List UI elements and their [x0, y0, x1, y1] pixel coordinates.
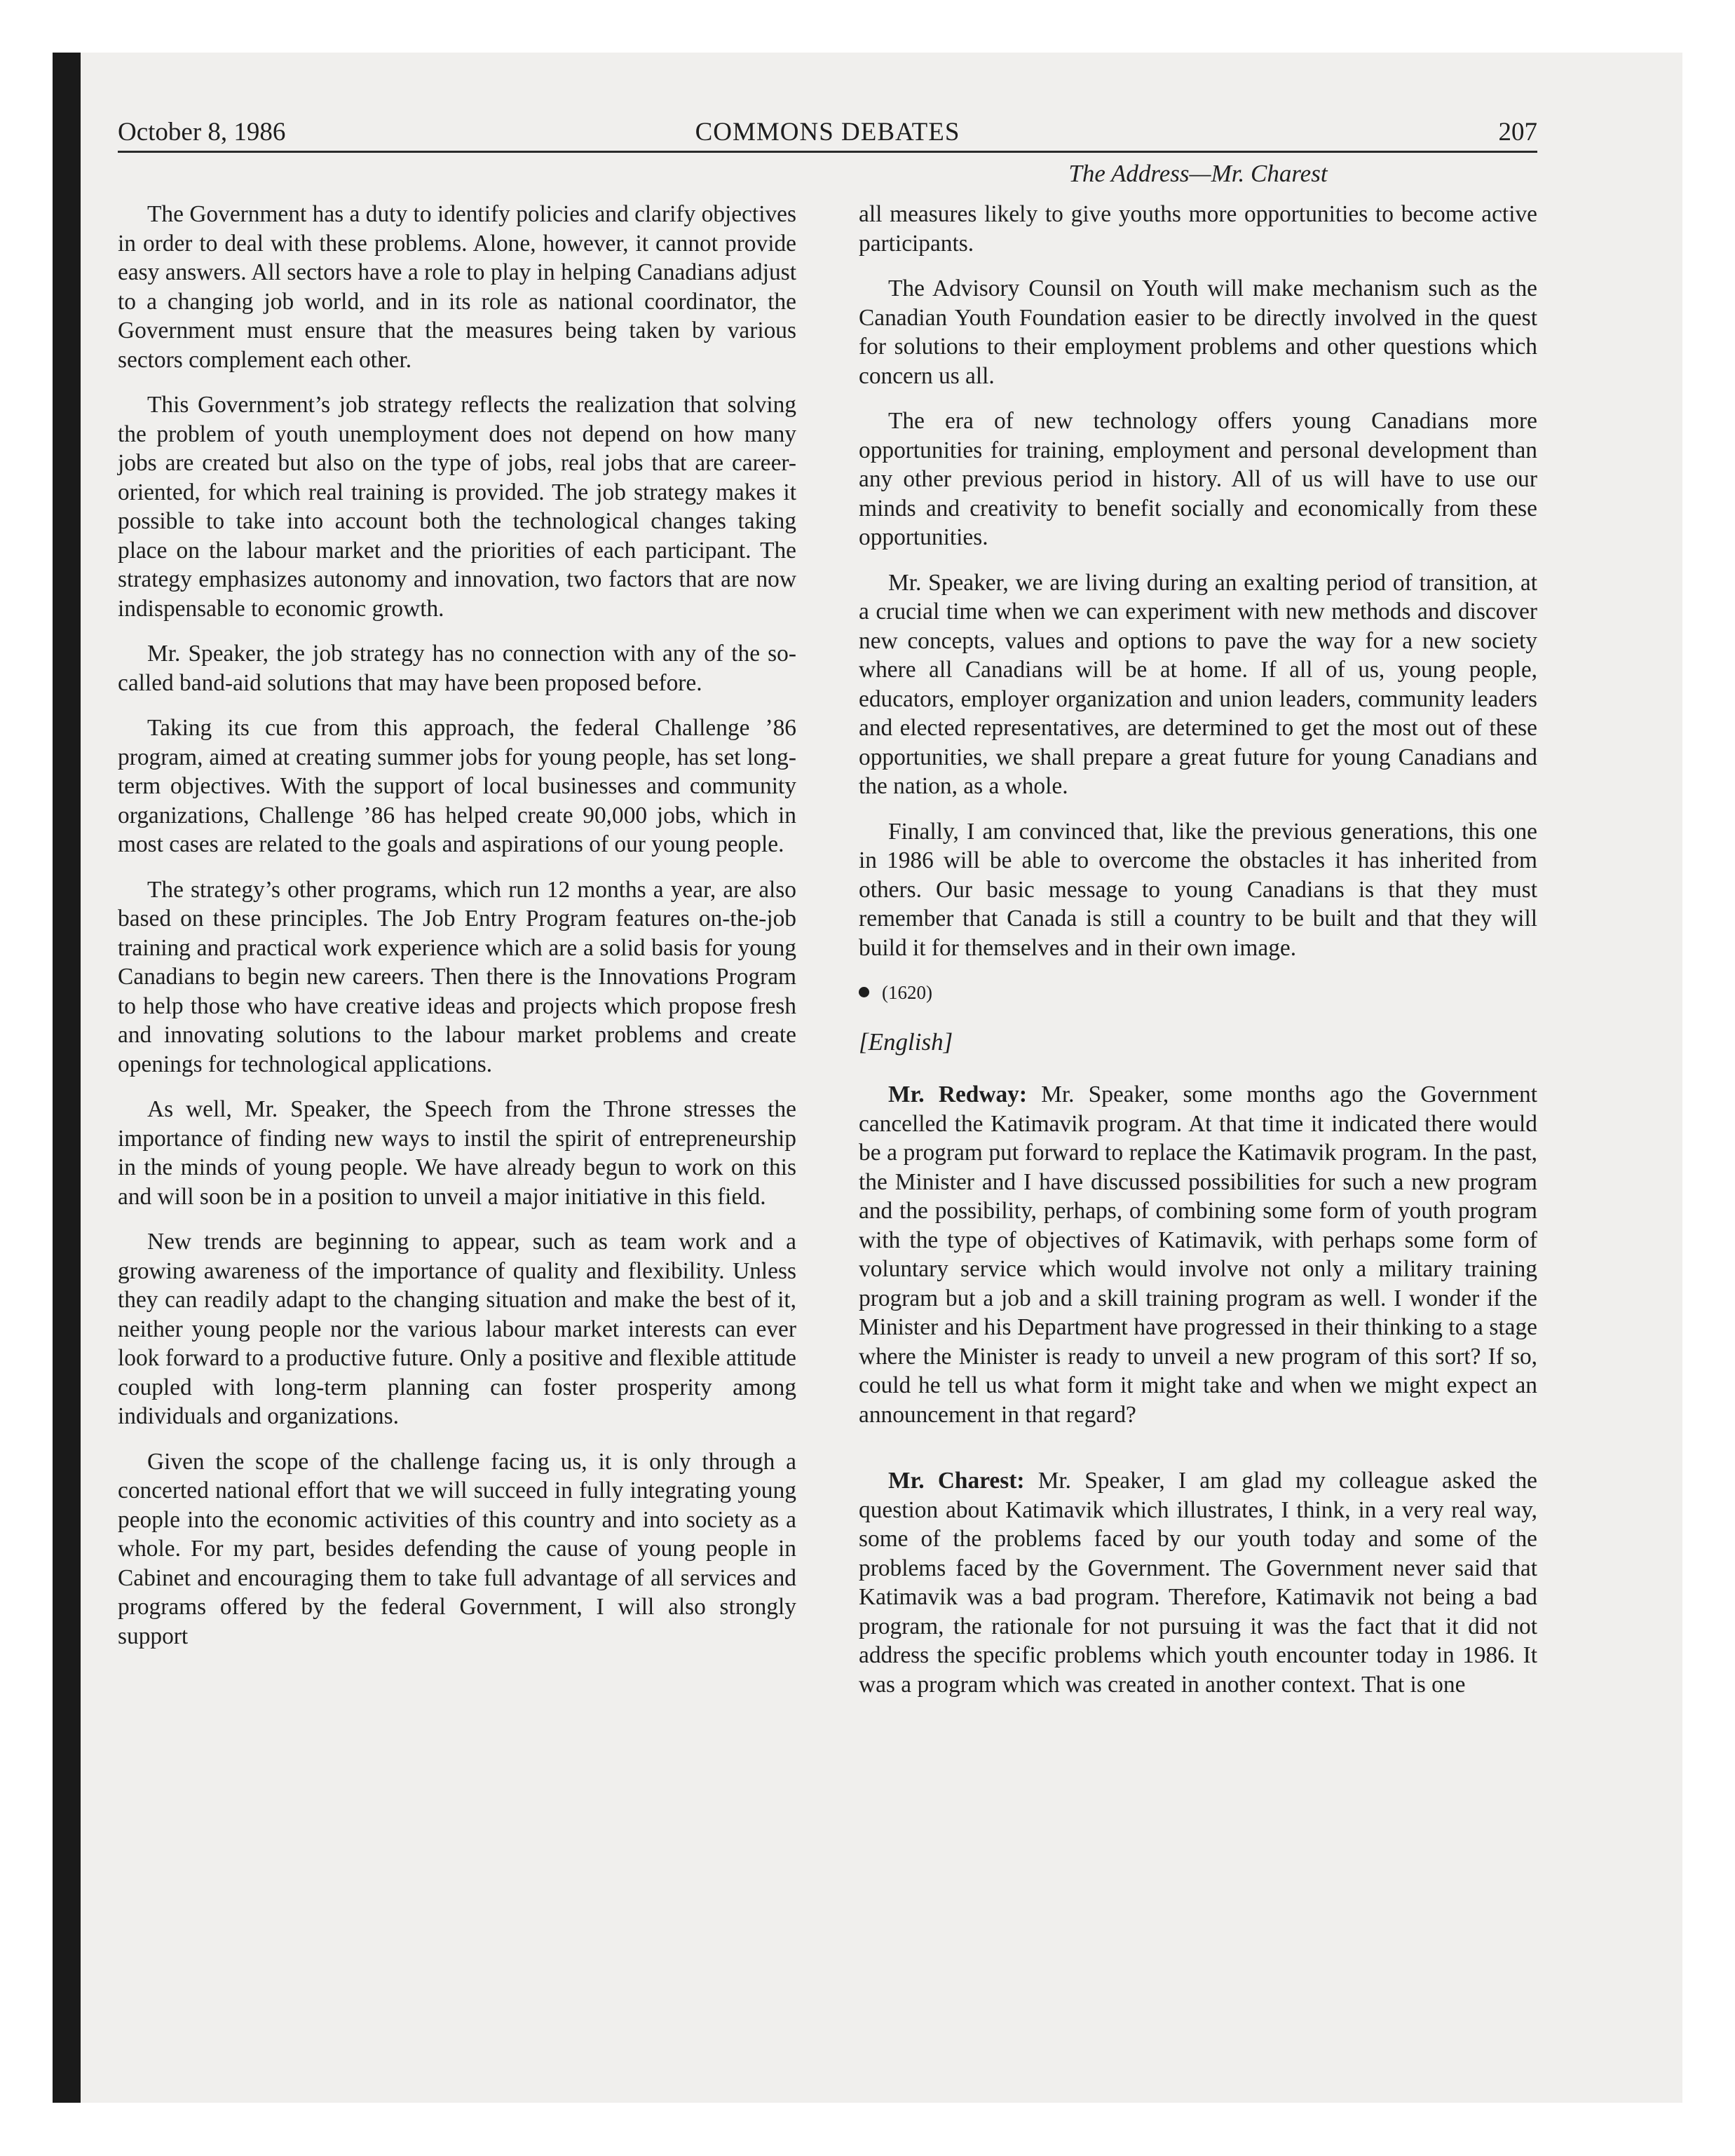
- paragraph: The Government has a duty to identify policies and clarify objectives in order to deal with these problems. Alone, however, it cannot provide easy answers. All sectors have a role to play in helping Canadians adjust to a changing job world, and in its role as national coordinator, the Government must ensure that the measures being taken by various sectors complement each other.: [118, 201, 796, 373]
- paragraph: The Advisory Counsil on Youth will make mechanism such as the Canadian Youth Foundation easier to be directly involved in the quest for solutions to their employment problems and other questions which concern us all.: [859, 275, 1537, 389]
- paragraph: Taking its cue from this approach, the federal Challenge ’86 program, aimed at creating summer jobs for young people, has set long-term objectives. With the support of local businesses and community organizations, Challenge ’86 has helped create 90,000 jobs, which in most cases are related to the goals and aspirations of our young people.: [118, 715, 796, 857]
- paragraph: New trends are beginning to appear, such as team work and a growing awareness of the importance of quality and flexibility. Unless they can readily adapt to the changing situation and make the best of it, neither young people nor the various labour market interests can ever look forward to a productive future. Only a positive and flexible attitude coupled with long-term planning can foster prosperity among individuals and organizations.: [118, 1229, 796, 1429]
- running-head: The Address—Mr. Charest: [1068, 160, 1328, 187]
- time-marker-text: (1620): [882, 982, 932, 1003]
- paragraph: Mr. Speaker, we are living during an exalting period of transition, at a crucial time when we can experiment with new methods and discover new concepts, values and options to pave the way for a new society where all Canadians will be at home. If all of us, young people, educators, employer organization and union leaders, community leaders and elected representatives, are determined to get the most out of these opportunities, we shall prepare a great future for young Canadians and the nation, as a whole.: [859, 569, 1537, 799]
- paragraph: all measures likely to give youths more opportunities to become active participants.: [859, 201, 1537, 257]
- speech-text: Mr. Speaker, some months ago the Government cancelled the Katimavik program. At that time it indicated there would be a program put forward to replace the Katimavik program. In the past, the Minister and I have discussed possibilities for such a new program and the possibility, perhaps, of combining some form of youth program with the type of objectives of Katimavik, with perhaps some form of voluntary service which would involve not only a military training program but a job and a skill training program as well. I wonder if the Minister and his Department have progressed in their thinking to a stage where the Minister is ready to unveil a new program of this sort? If so, could he tell us what form it might take and when we might expect an announcement in that regard?: [859, 1082, 1537, 1428]
- page-header: [118, 111, 1537, 151]
- paragraph: Given the scope of the challenge facing us, it is only through a concerted national effort that we will succeed in fully integrating young people into the economic activities of this country and into society as a whole. For my part, besides defending the cause of young people in Cabinet and encouraging them to take full advantage of all services and programs offered by the federal Government, I will also strongly support: [118, 1448, 796, 1649]
- paragraph: The era of new technology offers young Canadians more opportunities for training, employment and personal development than any other previous period in history. All of us will have to use our minds and creativity to benefit socially and economically from these opportunities.: [859, 408, 1537, 550]
- paragraph: As well, Mr. Speaker, the Speech from the Throne stresses the importance of finding new ways to instil the spirit of entrepreneurship in the minds of young people. We have already begun to work on this and will soon be in a position to unveil a major initiative in this field.: [118, 1096, 796, 1210]
- speech-charest: [859, 1466, 1537, 1699]
- speaker-name: Mr. Redway:: [888, 1082, 1027, 1107]
- header-page-number: 207: [1498, 118, 1537, 146]
- language-note: [English]: [859, 1028, 953, 1056]
- paragraph: Mr. Speaker, the job strategy has no connection with any of the so-called band-aid solutions that may have been proposed before.: [118, 641, 796, 696]
- time-marker: [859, 978, 1537, 1008]
- header-date: October 8, 1986: [118, 118, 286, 146]
- binding-edge: [53, 53, 81, 2103]
- left-column: [118, 200, 796, 1667]
- paragraph: The strategy’s other programs, which run 12 months a year, are also based on these principles. The Job Entry Program features on-the-job training and practical work experience which are a solid basis for young Canadians to begin new careers. Then there is the Innovations Program to help those who have creative ideas and projects which propose fresh and innovating solutions to the labour market problems and create openings for technological applications.: [118, 876, 796, 1077]
- speech-text: Mr. Speaker, I am glad my colleague asked the question about Katimavik which illustrates, I think, in a very real way, some of the problems faced by our youth today and some of the problems faced by the Government. The Government never said that Katimavik was a bad program. Therefore, Katimavik not being a bad program, the rationale for not pursuing it was the fact that it did not address the specific problems which youth encounter today in 1986. It was a program which was created in another context. That is one: [859, 1468, 1537, 1698]
- paragraph: This Government’s job strategy reflects the realization that solving the problem of youth unemployment does not depend on how many jobs are created but also on the type of jobs, real jobs that are career-oriented, for which real training is provided. The job strategy makes it possible to take into account both the technological changes taking place on the labour market and the priorities of each participant. The strategy emphasizes autonomy and innovation, two factors that are now indispensable to economic growth.: [118, 392, 796, 622]
- header-journal-title: COMMONS DEBATES: [695, 118, 960, 146]
- speaker-name: Mr. Charest:: [888, 1468, 1025, 1494]
- spacer: [859, 1445, 1537, 1466]
- right-column: [859, 200, 1537, 1715]
- header-rule: [118, 151, 1537, 153]
- speech-redway: [859, 1080, 1537, 1429]
- bullet-icon: [859, 987, 869, 997]
- paragraph: Finally, I am convinced that, like the previous generations, this one in 1986 will be able to overcome the obstacles it has inherited from others. Our basic message to young Canadians is that they must remember that Canada is still a country to be built and that they will build it for themselves and in their own image.: [859, 818, 1537, 961]
